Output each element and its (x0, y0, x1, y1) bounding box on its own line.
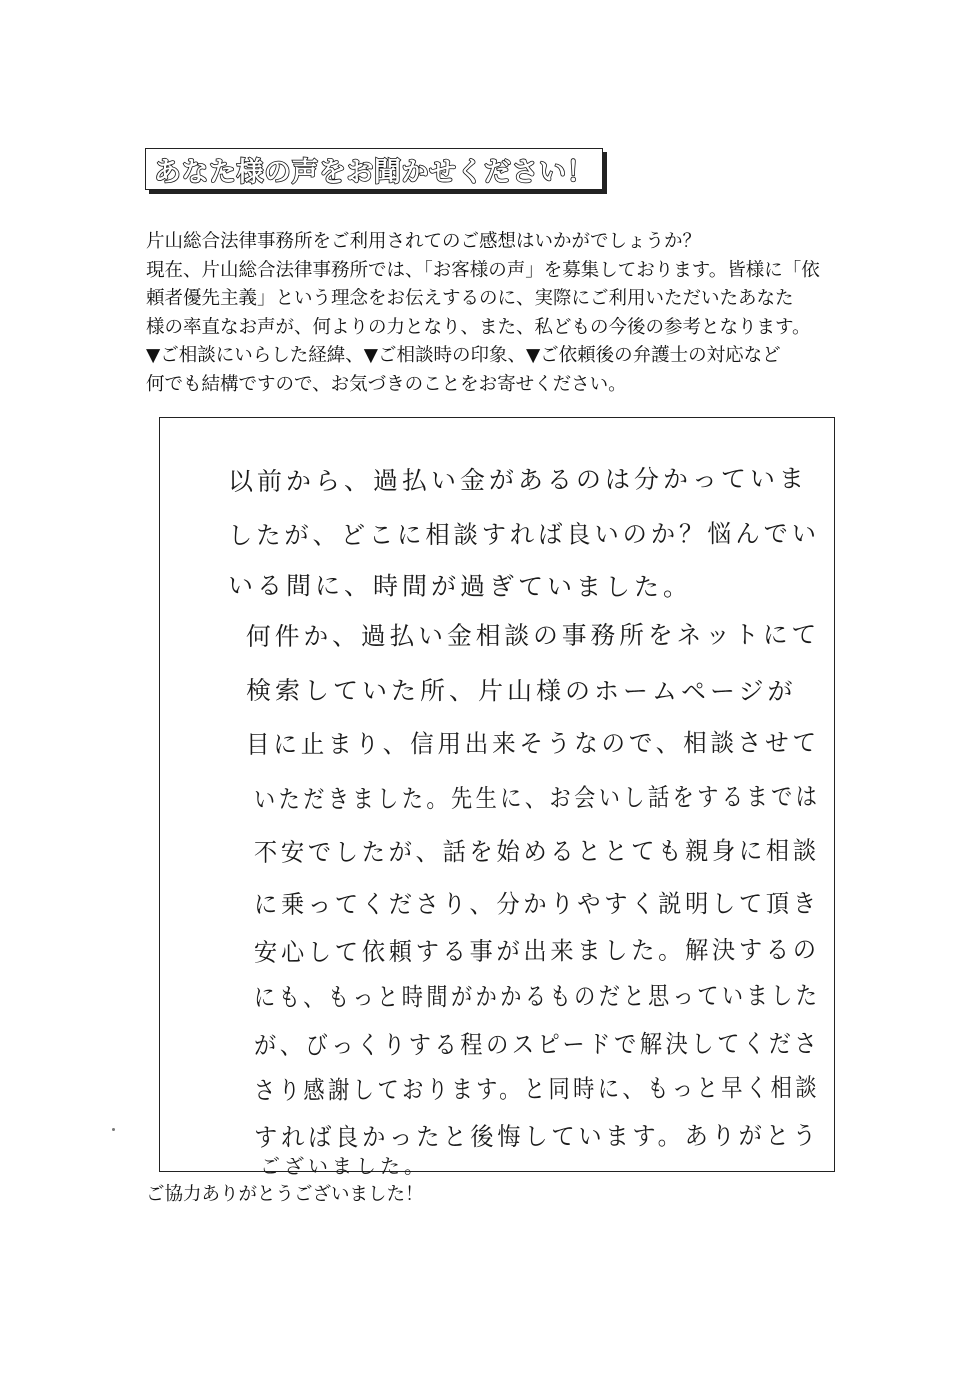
intro-line: 何でも結構ですので、お気づきのことをお寄せください。 (146, 373, 627, 395)
handwritten-line: いる間に、時間が過ぎていました。 (227, 571, 693, 602)
intro-line: 現在、片山総合法律事務所では、「お客様の声」を募集しております。皆様に「依 (146, 259, 820, 281)
intro-paragraph (146, 228, 846, 400)
handwritten-line: 目に止まり、信用出来そうなので、相談させて (245, 727, 820, 759)
handwritten-line: に乗ってくださり、分かりやすく説明して頂き (253, 889, 820, 919)
page-title: あなた様の声をお聞かせください！ (154, 156, 594, 188)
handwritten-line: すれば良かったと後悔しています。ありがとう (253, 1121, 820, 1152)
intro-line: 片山総合法律事務所をご利用されてのご感想はいかがでしょうか？ (146, 231, 702, 252)
handwritten-line: いただきました。先生に、お会いし話をするまでは (253, 782, 821, 814)
handwritten-line: さり感謝しております。と同時に、もっと早く相談 (253, 1073, 821, 1105)
handwritten-line: 何件か、過払い金相談の事務所をネットにて (245, 619, 821, 651)
page-title-box (145, 148, 603, 190)
handwritten-line: 安心して依頼する事が出来ました。解決するの (253, 935, 820, 967)
intro-line: 頼者優先主義」という理念をお伝えするのに、実際にご利用いただいたあなた (146, 288, 794, 310)
intro-line: ▼ご相談にいらした経緯、▼ご相談時の印象、▼ご依頼後の弁護士の対応など (146, 345, 781, 367)
handwritten-line: ございました。 (260, 1154, 428, 1178)
intro-line: 様の率直なお声が、何よりの力となり、また、私どもの今後の参考となります。 (146, 316, 811, 338)
handwritten-line: 以前から、過払い金があるのは分かっていま (227, 463, 809, 496)
closing-thanks: ご協力ありがとうございました！ (146, 1184, 424, 1205)
handwritten-response-box (159, 417, 835, 1178)
scan-speck (112, 1128, 115, 1131)
handwritten-line: 検索していた所、片山様のホームページが (245, 676, 797, 706)
handwritten-line: したが、どこに相談すれば良いのか？悩んでい (227, 518, 821, 550)
handwritten-line: にも、もっと時間がかかるものだと思っていました (253, 981, 821, 1012)
handwritten-line: が、びっくりする程のスピードで解決してくださ (253, 1029, 821, 1060)
handwritten-line: 不安でしたが、話を始めるととても親身に相談 (253, 836, 820, 867)
